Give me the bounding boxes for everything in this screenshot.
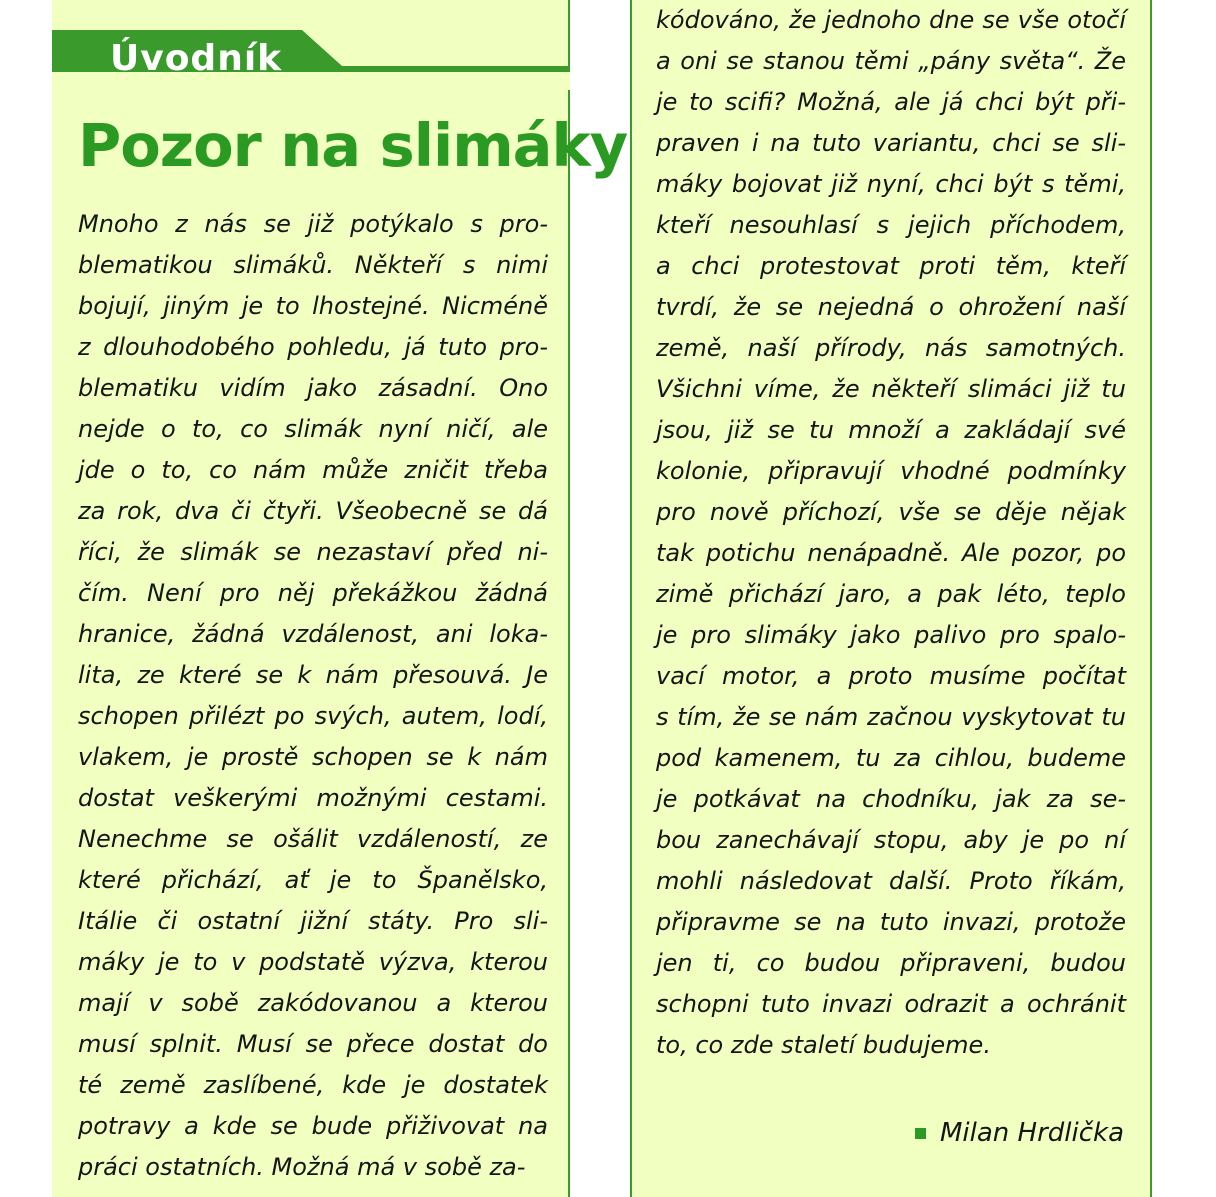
text-line: schopni tuto invazi odrazit a ochránit: [656, 990, 1126, 1018]
text-line: a oni se stanou těmi „pány světa“. Že: [656, 47, 1126, 75]
text-line: tvrdí, že se nejedná o ohrožení naší: [656, 293, 1126, 321]
text-line: vlakem, je prostě schopen se k nám: [78, 743, 549, 771]
text-line: Mnoho z nás se již potýkalo s pro-: [78, 210, 548, 238]
text-line: hranice, žádná vzdálenost, ani loka-: [78, 620, 549, 648]
text-line: je to scifi? Možná, ale já chci být při-: [656, 88, 1127, 116]
text-line: za rok, dva či čtyři. Všeobecně se dá: [78, 497, 548, 525]
right-column-text: [656, 0, 1128, 1066]
text-line: máky bojovat již nyní, chci být s těmi,: [656, 170, 1126, 198]
text-line: zimě přichází jaro, a pak léto, teplo: [656, 580, 1126, 608]
text-line: Všichni víme, že někteří slimáci již tu: [656, 375, 1126, 403]
text-line: té země zaslíbené, kde je dostatek: [78, 1071, 548, 1099]
text-line: mají v sobě zakódovanou a kterou: [78, 989, 548, 1017]
text-line: blematiku vidím jako zásadní. Ono: [78, 374, 549, 402]
text-line: kolonie, připravují vhodné podmínky: [656, 457, 1126, 485]
text-line: kteří nesouhlasí s jejich příchodem,: [656, 211, 1127, 239]
text-line: čím. Není pro něj překážkou žádná: [78, 579, 549, 607]
text-line: dostat veškerými možnými cestami.: [78, 784, 548, 812]
text-line: bojují, jiným je to lhostejné. Nicméně: [78, 292, 549, 320]
text-line: jsou, již se tu množí a zakládají své: [656, 416, 1127, 444]
text-line: Nenechme se ošálit vzdáleností, ze: [78, 825, 548, 853]
author-signature: [915, 1118, 1124, 1148]
text-line: máky je to v podstatě výzva, kterou: [78, 948, 548, 976]
author-name: Milan Hrdlička: [939, 1118, 1124, 1148]
text-line: s tím, že se nám začnou vyskytovat tu: [656, 703, 1126, 731]
text-line: pod kamenem, tu za cihlou, budeme: [656, 744, 1127, 772]
text-line: říci, že slimák se nezastaví před ni-: [78, 538, 549, 566]
text-line: schopen přilézt po svých, autem, lodí,: [78, 702, 549, 730]
text-line: blematikou slimáků. Někteří s nimi: [78, 251, 549, 279]
text-line: je potkávat na chodníku, jak za se-: [656, 785, 1127, 813]
text-line: Itálie či ostatní jižní státy. Pro sli-: [78, 907, 548, 935]
green-square-bullet-icon: [915, 1128, 926, 1139]
left-column-text: [78, 204, 550, 1188]
section-label: Úvodník: [110, 38, 283, 79]
headline: Pozor na slimáky: [78, 111, 628, 180]
text-line: musí splnit. Musí se přece dostat do: [78, 1030, 548, 1058]
text-line: potravy a kde se bude přiživovat na: [78, 1112, 549, 1140]
text-line: bou zanechávají stopu, aby je po ní: [656, 826, 1126, 854]
text-line: a chci protestovat proti těm, kteří: [656, 252, 1127, 280]
text-line: jen ti, co budou připraveni, budou: [656, 949, 1126, 977]
section-banner: [52, 30, 570, 90]
text-line: země, naší přírody, nás samotných.: [656, 334, 1126, 362]
text-line: lita, ze které se k nám přesouvá. Je: [78, 661, 549, 689]
text-line: je pro slimáky jako palivo pro spalo-: [656, 621, 1126, 649]
text-line: pro nově příchozí, vše se děje nějak: [656, 498, 1127, 526]
text-line: kódováno, že jednoho dne se vše otočí: [656, 6, 1127, 34]
text-line: jde o to, co nám může zničit třeba: [78, 456, 548, 484]
text-line: nejde o to, co slimák nyní ničí, ale: [78, 415, 549, 443]
text-line: tak potichu nenápadně. Ale pozor, po: [656, 539, 1127, 567]
text-line: z dlouhodobého pohledu, já tuto pro-: [78, 333, 549, 361]
text-line: práci ostatních. Možná má v sobě za-: [78, 1153, 526, 1181]
text-line: připravme se na tuto invazi, protože: [656, 908, 1126, 936]
text-line: praven i na tuto variantu, chci se sli-: [656, 129, 1127, 157]
text-line: mohli následovat další. Proto říkám,: [656, 867, 1126, 895]
text-line: to, co zde staletí budujeme.: [656, 1031, 991, 1059]
text-line: které přichází, ať je to Španělsko,: [78, 866, 549, 894]
text-line: vací motor, a proto musíme počítat: [656, 662, 1127, 690]
